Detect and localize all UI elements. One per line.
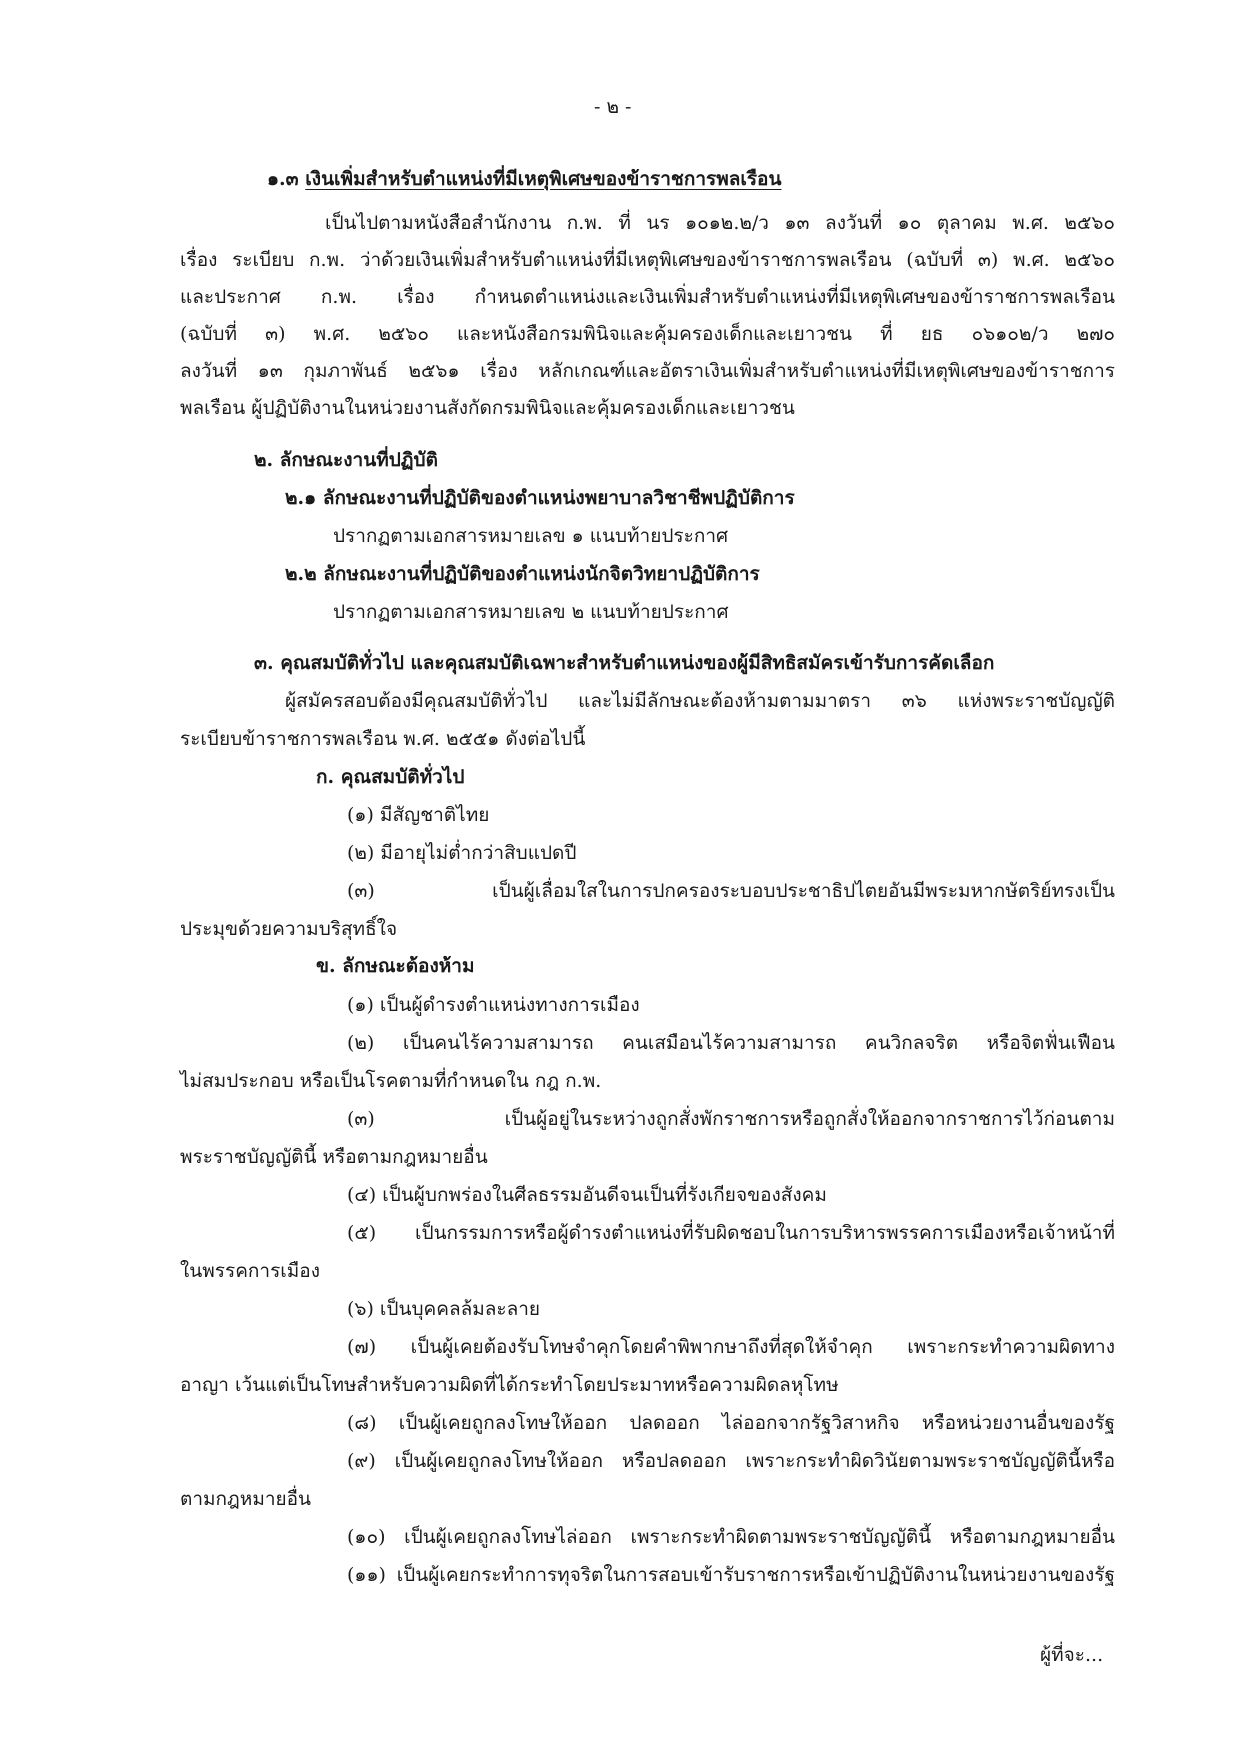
prohibition-item-5-cont: ในพรรคการเมือง xyxy=(180,1260,320,1282)
prohibition-item-8: (๘) เป็นผู้เคยถูกลงโทษให้ออก ปลดออก ไล่ออกจากรัฐวิสาหกิจ หรือหน่วยงานอื่นของรัฐ xyxy=(347,1412,1115,1434)
section-1-3-line-5: ลงวันที่ ๑๓ กุมภาพันธ์ ๒๕๖๑ เรื่อง หลักเกณฑ์และอัตราเงินเพิ่มสำหรับตำแหน่งที่มีเหตุพิเศษของข้าราชการ xyxy=(180,360,1115,382)
prohibition-heading: ข. ลักษณะต้องห้าม xyxy=(316,955,475,977)
section-1-3-line-2: เรื่อง ระเบียบ ก.พ. ว่าด้วยเงินเพิ่มสำหรับตำแหน่งที่มีเหตุพิเศษของข้าราชการพลเรือน (ฉบับที่ ๓) พ.ศ. ๒๕๖๐ xyxy=(180,249,1115,271)
continuation-marker: ผู้ที่จะ... xyxy=(1040,1644,1104,1666)
section-1-3-line-3: และประกาศ ก.พ. เรื่อง กำหนดตำแหน่งและเงินเพิ่มสำหรับตำแหน่งที่มีเหตุพิเศษของข้าราชการพลเรือน xyxy=(180,286,1115,308)
prohibition-item-2: (๒) เป็นคนไร้ความสามารถ คนเสมือนไร้ความสามารถ คนวิกลจริต หรือจิตฟั่นเฟือน xyxy=(347,1032,1115,1054)
section-2-2-text: ปรากฏตามเอกสารหมายเลข ๒ แนบท้ายประกาศ xyxy=(333,601,729,623)
prohibition-item-10: (๑๐) เป็นผู้เคยถูกลงโทษไล่ออก เพราะกระทำผิดตามพระราชบัญญัตินี้ หรือตามกฎหมายอื่น xyxy=(347,1526,1115,1548)
section-2-1-heading: ๒.๑ ลักษณะงานที่ปฏิบัติของตำแหน่งพยาบาลวิชาชีพปฏิบัติการ xyxy=(285,487,795,509)
prohibition-item-9-cont: ตามกฎหมายอื่น xyxy=(180,1488,312,1510)
prohibition-item-3-cont: พระราชบัญญัตินี้ หรือตามกฎหมายอื่น xyxy=(180,1146,488,1168)
section-1-3-line-4: (ฉบับที่ ๓) พ.ศ. ๒๕๖๐ และหนังสือกรมพินิจและคุ้มครองเด็กและเยาวชน ที่ ยธ ๐๖๑๐๒/ว ๒๗๐ xyxy=(180,323,1115,345)
qualification-item-3: (๓) เป็นผู้เลื่อมใสในการปกครองระบอบประชาธิปไตยอันมีพระมหากษัตริย์ทรงเป็น xyxy=(347,880,1115,902)
prohibition-item-7-cont: อาญา เว้นแต่เป็นโทษสำหรับความผิดที่ได้กระทำโดยประมาทหรือความผิดลหุโทษ xyxy=(180,1374,839,1396)
qualification-item-3-cont: ประมุขด้วยความบริสุทธิ์ใจ xyxy=(180,918,398,940)
prohibition-item-6: (๖) เป็นบุคคลล้มละลาย xyxy=(347,1298,541,1320)
section-1-3-number: ๑.๓ xyxy=(267,168,299,190)
qualification-item-2: (๒) มีอายุไม่ต่ำกว่าสิบแปดปี xyxy=(347,842,577,864)
prohibition-item-4: (๔) เป็นผู้บกพร่องในศีลธรรมอันดีจนเป็นที่รังเกียจของสังคม xyxy=(347,1184,827,1206)
section-1-3-heading xyxy=(267,164,781,194)
section-2-heading: ๒. ลักษณะงานที่ปฏิบัติ xyxy=(254,449,438,471)
prohibition-item-5: (๕) เป็นกรรมการหรือผู้ดำรงตำแหน่งที่รับผิดชอบในการบริหารพรรคการเมืองหรือเจ้าหน้าที่ xyxy=(347,1222,1115,1244)
prohibition-item-2-cont: ไม่สมประกอบ หรือเป็นโรคตามที่กำหนดใน กฎ ก.พ. xyxy=(180,1070,602,1092)
prohibition-item-9: (๙) เป็นผู้เคยถูกลงโทษให้ออก หรือปลดออก เพราะกระทำผิดวินัยตามพระราชบัญญัตินี้หรือ xyxy=(347,1450,1115,1472)
section-2-2-heading: ๒.๒ ลักษณะงานที่ปฏิบัติของตำแหน่งนักจิตวิทยาปฏิบัติการ xyxy=(285,563,760,585)
qualification-item-1: (๑) มีสัญชาติไทย xyxy=(347,804,490,826)
prohibition-item-7: (๗) เป็นผู้เคยต้องรับโทษจำคุกโดยคำพิพากษาถึงที่สุดให้จำคุก เพราะกระทำความผิดทาง xyxy=(347,1336,1115,1358)
section-3-intro-1: ผู้สมัครสอบต้องมีคุณสมบัติทั่วไป และไม่มีลักษณะต้องห้ามตามมาตรา ๓๖ แห่งพระราชบัญญัติ xyxy=(285,690,1115,712)
page-number: - ๒ - xyxy=(594,96,632,118)
prohibition-item-1: (๑) เป็นผู้ดำรงตำแหน่งทางการเมือง xyxy=(347,994,640,1016)
section-1-3-title: เงินเพิ่มสำหรับตำแหน่งที่มีเหตุพิเศษของข้าราชการพลเรือน xyxy=(305,168,782,190)
section-3-intro-2: ระเบียบข้าราชการพลเรือน พ.ศ. ๒๕๕๑ ดังต่อไปนี้ xyxy=(180,728,586,750)
section-2-1-text: ปรากฏตามเอกสารหมายเลข ๑ แนบท้ายประกาศ xyxy=(333,525,729,547)
section-1-3-line-6: พลเรือน ผู้ปฏิบัติงานในหน่วยงานสังกัดกรมพินิจและคุ้มครองเด็กและเยาวชน xyxy=(180,397,795,419)
section-1-3-line-1: เป็นไปตามหนังสือสำนักงาน ก.พ. ที่ นร ๑๐๑๒.๒/ว ๑๓ ลงวันที่ ๑๐ ตุลาคม พ.ศ. ๒๕๖๐ xyxy=(325,212,1115,234)
qualification-general-heading: ก. คุณสมบัติทั่วไป xyxy=(316,766,465,788)
prohibition-item-11: (๑๑) เป็นผู้เคยกระทำการทุจริตในการสอบเข้ารับราชการหรือเข้าปฏิบัติงานในหน่วยงานของรัฐ xyxy=(347,1564,1115,1586)
prohibition-item-3: (๓) เป็นผู้อยู่ในระหว่างถูกสั่งพักราชการหรือถูกสั่งให้ออกจากราชการไว้ก่อนตาม xyxy=(347,1108,1115,1130)
section-3-heading: ๓. คุณสมบัติทั่วไป และคุณสมบัติเฉพาะสำหรับตำแหน่งของผู้มีสิทธิสมัครเข้ารับการคัดเลือก xyxy=(254,652,995,674)
